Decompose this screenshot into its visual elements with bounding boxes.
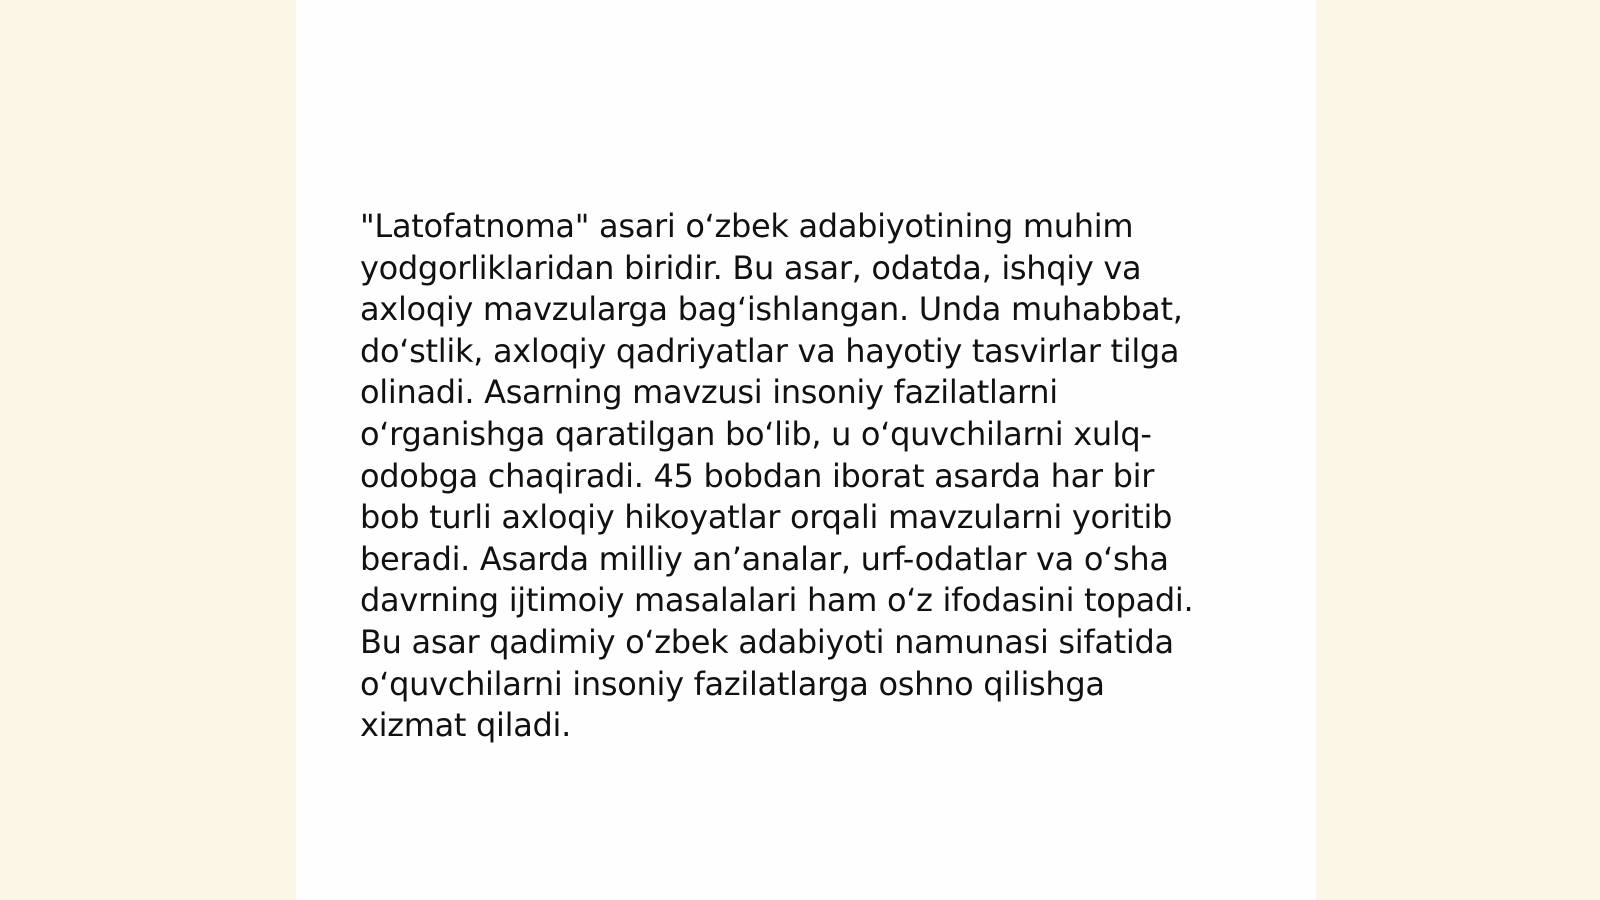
body-paragraph: "Latofatnoma" asari o‘zbek adabiyotining muhim yodgorliklaridan biridir. Bu asar, odatda, ishqiy va axloqiy mavzularga bag‘ishlangan. Unda muhabbat, do‘stlik, axloqiy qadriyatlar va hayotiy tasvirlar tilga olinadi. Asarning mavzusi insoniy fazilatlarni o‘rganishga qaratilgan bo‘lib, u o‘quvchilarni xulq- odobga chaqiradi. 45 bobdan iborat asarda har bir bob turli axloqiy hikoyatlar orqali mavzularni yoritib beradi. Asarda milliy an’analar, urf-odatlar va o‘sha davrning ijtimoiy masalalari ham o‘z ifodasini topadi. Bu asar qadimiy o‘zbek adabiyoti namunasi sifatida o‘quvchilarni insoniy fazilatlarga oshno qilishga xizmat qiladi. — [360, 207, 1194, 745]
left-margin-background — [0, 0, 296, 900]
right-margin-background — [1316, 0, 1600, 900]
slide-page — [296, 0, 1316, 900]
